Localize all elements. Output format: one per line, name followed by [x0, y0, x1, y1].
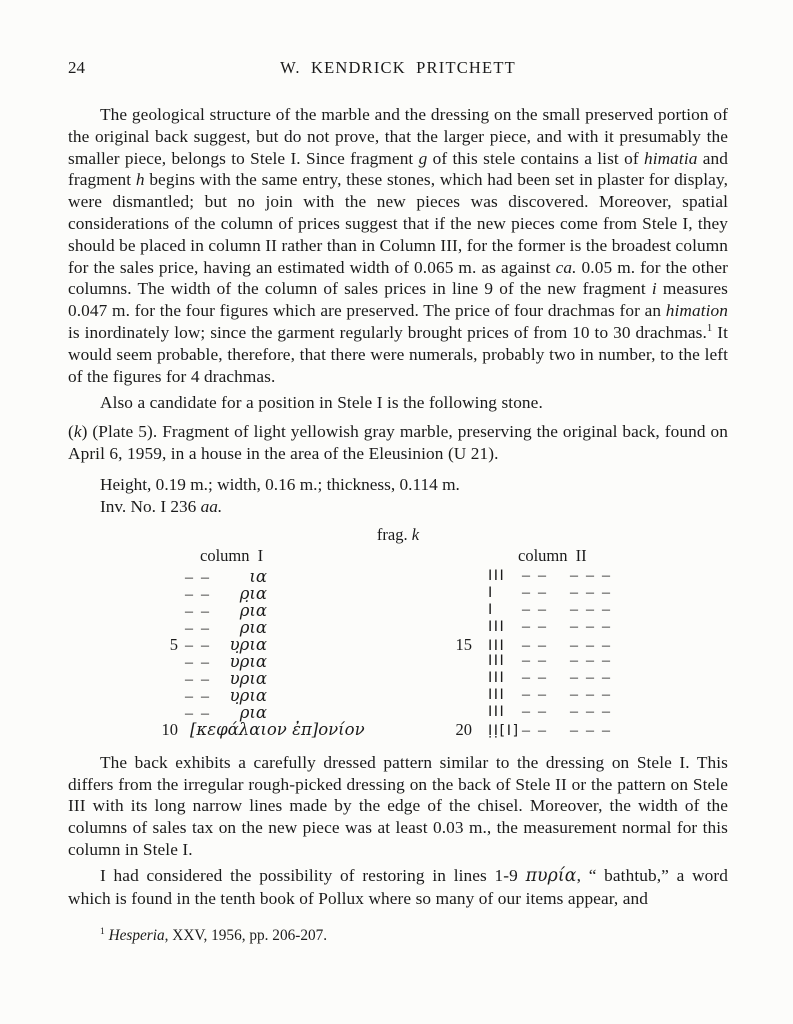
lacuna-dashes: – – [185, 670, 209, 688]
paragraph-also-candidate: Also a candidate for a position in Stele I is the following stone. [100, 393, 543, 413]
measurements-block [100, 474, 728, 518]
inscription-transcription [68, 525, 728, 739]
footnote: $^1$ Hesperia, XXV, 1956, pp. 206-207. [100, 927, 328, 945]
numeral-strokes: III [488, 637, 506, 654]
numeral-strokes: ỊỊ[I] [488, 722, 520, 739]
inscription-row-col2 [448, 669, 610, 686]
lacuna-dashes: – – [185, 602, 209, 620]
greek-text: υρια [229, 668, 267, 688]
column-2-header: column II [518, 545, 587, 565]
numeral-strokes: III [488, 618, 506, 635]
greek-text: ρια [239, 600, 267, 620]
inscription-row-col2 [448, 686, 610, 703]
inscription-row-col1 [68, 618, 365, 635]
greek-restored-text: [κεφάλαιον ἐπ]ονίον [190, 719, 365, 739]
inscription-row-col1 [68, 703, 365, 720]
greek-text: υρια [229, 651, 267, 671]
inscription-row-col2 [448, 601, 610, 618]
inscription-row-col1 [68, 669, 365, 686]
inscription-row-col1 [68, 601, 365, 618]
lacuna-dashes: – – – [570, 566, 610, 584]
numeral-strokes: I [488, 584, 494, 601]
lacuna-dashes: – – – [570, 583, 610, 601]
running-header: W. KENDRICK PRITCHETT [280, 58, 516, 77]
inscription-row-col1 [68, 686, 365, 703]
inscription-row-col2 [448, 703, 610, 720]
lacuna-dashes: – – [522, 721, 546, 739]
greek-text: υ̣ρια [229, 685, 267, 705]
lacuna-dashes: – – [522, 685, 546, 703]
lacuna-dashes: – – [185, 585, 209, 603]
lacuna-dashes: – – [185, 653, 209, 671]
page-head [68, 58, 728, 80]
lacuna-dashes: – – [522, 668, 546, 686]
lacuna-dashes: – – – [570, 651, 610, 669]
greek-text: ια [249, 566, 267, 586]
lacuna-dashes: – – – [570, 668, 610, 686]
lacuna-dashes: – – [522, 566, 546, 584]
inventory-number-line: Inv. No. I 236 aa. [100, 496, 223, 516]
measurement-line: Height, 0.19 m.; width, 0.16 m.; thickness, 0.114 m. [100, 474, 460, 494]
line-number: 20 [455, 719, 472, 739]
lacuna-dashes: – – – [570, 702, 610, 720]
numeral-strokes: III [488, 703, 506, 720]
numeral-strokes: I [488, 601, 494, 618]
inscription-row-col2 [448, 584, 610, 601]
inscription-row-col1 [68, 567, 365, 584]
paragraph-pyria-restoration: I had considered the possibility of restoring in lines 1-9 πυρία, “ bathtub,” a word which is found in the tenth book of Pollux where so many of our items appear, and [68, 865, 728, 908]
lacuna-dashes: – – [522, 636, 546, 654]
lacuna-dashes: – – [185, 568, 209, 586]
column-1-rows [68, 567, 365, 737]
lacuna-dashes: – – [185, 619, 209, 637]
lacuna-dashes: – – – [570, 721, 610, 739]
inscription-row-col2 [448, 652, 610, 669]
numeral-strokes: III [488, 567, 506, 584]
lacuna-dashes: – – – [570, 636, 610, 654]
numeral-strokes: III [488, 652, 506, 669]
greek-text: ρια [239, 702, 267, 722]
inscription-row-col2 [448, 635, 610, 652]
greek-text: ρ̣ια [239, 583, 267, 603]
numeral-strokes: III [488, 686, 506, 703]
column-2-rows [448, 567, 610, 737]
lacuna-dashes: – – [522, 702, 546, 720]
line-number: 10 [161, 719, 178, 739]
paragraph-geological-structure: The geological structure of the marble and the dressing on the small preserved portion of the original back suggest, but do not prove, that the larger piece, and with it presumably the smaller piece, belongs to Stele I. Since fragment g of this stele contains a list of himatia and fragment h begins with the same entry, these stones, which had been set in plaster for display, were dismantled; but no join with the new pieces was discovered. Moreover, spatial considerations of the column of prices suggest that if the new pieces come from Stele I, they should be placed in column II rather than in Column III, for the former is the broadest column for the sales price, having an estimated width of 0.065 m. as against ca. 0.05 m. for the other columns. The width of the column of sales prices in line 9 of the new fragment i measures 0.047 m. for the four figures which are preserved. The price of four drachmas for an himation is inordinately low; since the garment regularly brought prices of from 10 to 30 drachmas.$^1$ It would seem probable, therefore, that there were numerals, probably two in number, to the left of the figures for 4 drachmas. [68, 105, 728, 386]
inscription-row-col2 [448, 567, 610, 584]
inscription-row-col1 [68, 635, 365, 652]
lacuna-dashes: – – [185, 636, 209, 654]
lacuna-dashes: – – [522, 600, 546, 618]
inscription-row-col1 [68, 584, 365, 601]
page-content [68, 0, 728, 946]
line-number: 15 [455, 634, 472, 654]
inscription-row-col1 [68, 720, 365, 737]
lacuna-dashes: – – [185, 704, 209, 722]
column-1-header: column I [200, 545, 264, 565]
lacuna-dashes: – – [522, 583, 546, 601]
paragraph-back-dressing: The back exhibits a carefully dressed pattern similar to the dressing on Stele I. This differs from the irregular rough-picked dressing on the back of Stele II or the pattern on Stele III with its long narrow lines made by the edge of the chisel. Moreover, the width of the columns of sales tax on the new piece was at least 0.03 m., the measurement normal for this column in Stele I. [68, 752, 728, 859]
greek-text: υ̣ρια [229, 634, 267, 654]
fragment-caption: frag. k [376, 524, 420, 544]
page-number: 24 [68, 58, 85, 77]
lacuna-dashes: – – – [570, 600, 610, 618]
lacuna-dashes: – – [522, 651, 546, 669]
lacuna-dashes: – – [522, 617, 546, 635]
line-number: 5 [169, 634, 178, 654]
paragraph-fragment-k-description: (k) (Plate 5). Fragment of light yellowish gray marble, preserving the original back, found on April 6, 1959, in a house in the area of the Eleusinion (U 21). [68, 422, 728, 463]
inscription-row-col2 [448, 720, 610, 737]
lacuna-dashes: – – – [570, 617, 610, 635]
numeral-strokes: III [488, 669, 506, 686]
lacuna-dashes: – – – [570, 685, 610, 703]
inscription-row-col2 [448, 618, 610, 635]
greek-text: ρια [239, 617, 267, 637]
lacuna-dashes: – – [185, 687, 209, 705]
